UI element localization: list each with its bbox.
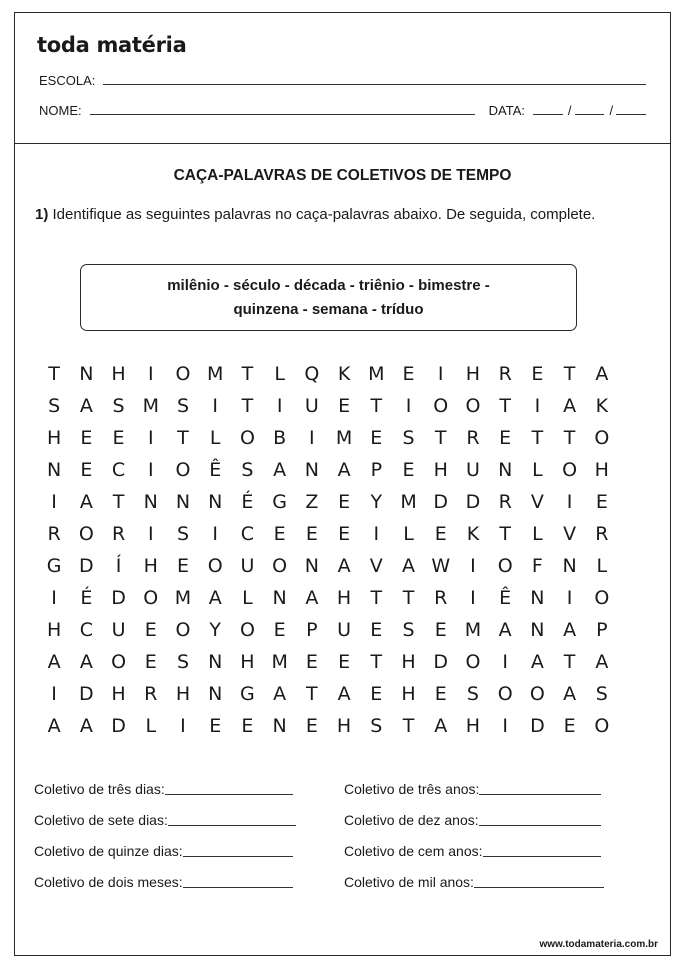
grid-letter[interactable]: A (337, 555, 351, 577)
grid-letter[interactable]: O (465, 651, 481, 673)
grid-letter[interactable]: T (499, 395, 511, 417)
grid-letter[interactable]: T (112, 491, 125, 513)
grid-letter[interactable]: G (272, 491, 287, 513)
grid-letter[interactable]: E (80, 427, 93, 449)
grid-letter[interactable]: E (434, 619, 447, 641)
grid-letter[interactable]: E (595, 491, 608, 513)
grid-letter[interactable]: D (433, 651, 449, 673)
grid-row (38, 614, 618, 646)
grid-letter[interactable]: O (497, 683, 513, 705)
grid-letter[interactable]: S (466, 683, 479, 705)
grid-letter[interactable]: T (499, 523, 511, 545)
grid-letter[interactable]: W (431, 555, 451, 577)
grid-letter[interactable]: U (465, 459, 480, 481)
page-title: CAÇA-PALAVRAS DE COLETIVOS DE TEMPO (173, 167, 512, 184)
data-label: DATA: (488, 103, 525, 118)
grid-letter[interactable]: E (402, 459, 415, 481)
question-item (344, 843, 601, 859)
grid-letter[interactable]: P (306, 619, 318, 641)
grid-row (38, 454, 618, 486)
grid-letter[interactable]: O (594, 715, 610, 737)
grid-letter[interactable]: D (530, 715, 545, 737)
grid-letter[interactable]: A (208, 587, 222, 609)
grid-letter[interactable]: E (338, 395, 351, 417)
grid-letter[interactable]: A (79, 491, 93, 513)
question-label: Coletivo de sete dias: (34, 812, 168, 828)
grid-letter[interactable]: I (212, 395, 218, 417)
grid-letter[interactable]: S (241, 459, 254, 481)
grid-letter[interactable]: E (338, 491, 351, 513)
grid-letter[interactable]: H (433, 459, 448, 481)
grid-letter[interactable]: I (534, 395, 541, 417)
grid-row (38, 678, 618, 710)
grid-letter[interactable]: I (51, 491, 57, 513)
grid-letter[interactable]: O (433, 395, 449, 417)
grid-letter[interactable]: É (241, 491, 254, 513)
grid-letter[interactable]: E (144, 619, 157, 641)
grid-letter[interactable]: E (531, 363, 544, 385)
grid-letter[interactable]: H (401, 683, 416, 705)
question-label: Coletivo de dois meses: (34, 874, 183, 890)
grid-row (38, 390, 618, 422)
grid-letter[interactable]: O (529, 683, 545, 705)
grid-letter[interactable]: N (79, 363, 94, 385)
grid-letter[interactable]: A (498, 619, 512, 641)
grid-letter[interactable]: I (147, 523, 154, 545)
grid-letter[interactable]: O (239, 427, 255, 449)
grid-letter[interactable]: Ê (499, 587, 512, 609)
grid-letter[interactable]: I (212, 523, 218, 545)
grid-letter[interactable]: Í (115, 555, 122, 577)
grid-letter[interactable]: E (499, 427, 512, 449)
grid-letter[interactable]: N (175, 491, 191, 513)
grid-letter[interactable]: M (335, 427, 353, 449)
grid-letter[interactable]: E (176, 555, 189, 577)
escola-row (39, 73, 646, 88)
grid-letter[interactable]: A (595, 651, 609, 673)
escola-label: ESCOLA: (39, 73, 96, 88)
grid-letter[interactable]: E (80, 459, 93, 481)
grid-letter[interactable]: T (241, 363, 254, 385)
grid-letter[interactable]: A (79, 651, 93, 673)
grid-letter[interactable]: A (305, 587, 319, 609)
grid-letter[interactable]: H (175, 683, 191, 705)
grid-letter[interactable]: V (563, 523, 577, 545)
grid-letter[interactable]: A (337, 459, 351, 481)
grid-letter[interactable]: I (566, 491, 573, 513)
grid-letter[interactable]: R (434, 587, 448, 609)
grid-letter[interactable]: E (273, 619, 286, 641)
brand-logo: toda matéria (37, 33, 187, 57)
grid-letter[interactable]: V (369, 555, 383, 577)
grid-letter[interactable]: E (370, 683, 383, 705)
worksheet-header (15, 13, 670, 144)
answer-field[interactable] (479, 824, 601, 826)
grid-row (38, 582, 618, 614)
question-label: Coletivo de dez anos: (344, 812, 479, 828)
grid-letter[interactable]: D (79, 683, 94, 705)
grid-letter[interactable]: R (498, 491, 512, 513)
grid-letter[interactable]: S (112, 395, 125, 417)
grid-letter[interactable]: O (272, 555, 288, 577)
grid-letter[interactable]: S (402, 619, 415, 641)
grid-letter[interactable]: A (434, 715, 448, 737)
grid-letter[interactable]: K (466, 523, 480, 545)
grid-letter[interactable]: O (562, 459, 578, 481)
grid-letter[interactable]: U (337, 619, 352, 641)
grid-letter[interactable]: A (530, 651, 544, 673)
grid-letter[interactable]: O (175, 459, 191, 481)
grid-letter[interactable]: E (370, 619, 383, 641)
grid-letter[interactable]: I (470, 555, 476, 577)
nome-label: NOME: (39, 103, 82, 118)
grid-letter[interactable]: R (466, 427, 480, 449)
grid-letter[interactable]: C (240, 523, 255, 545)
grid-letter[interactable]: N (47, 459, 62, 481)
question-item (344, 781, 601, 797)
grid-letter[interactable]: G (240, 683, 255, 705)
grid-letter[interactable]: E (370, 427, 383, 449)
grid-letter[interactable]: E (112, 427, 125, 449)
grid-letter[interactable]: D (465, 491, 481, 513)
answer-field[interactable] (479, 793, 601, 795)
grid-letter[interactable]: I (51, 683, 57, 705)
grid-letter[interactable]: M (271, 651, 288, 673)
grid-letter[interactable]: E (338, 523, 351, 545)
grid-letter[interactable]: M (464, 619, 482, 641)
grid-letter[interactable]: T (241, 395, 254, 417)
grid-letter[interactable]: E (305, 715, 318, 737)
grid-letter[interactable]: N (498, 459, 513, 481)
grid-letter[interactable]: O (497, 555, 513, 577)
grid-letter[interactable]: K (595, 395, 609, 417)
grid-letter[interactable]: T (434, 427, 447, 449)
grid-letter[interactable]: K (337, 363, 351, 385)
grid-letter[interactable]: Q (304, 363, 320, 385)
grid-letter[interactable]: I (405, 395, 412, 417)
grid-letter[interactable]: O (594, 427, 610, 449)
question-item (34, 781, 293, 797)
grid-letter[interactable]: M (400, 491, 417, 513)
grid-letter[interactable]: H (46, 427, 62, 449)
grid-letter[interactable]: T (563, 651, 576, 673)
grid-letter[interactable]: I (470, 587, 476, 609)
answer-field[interactable] (483, 855, 601, 857)
website-footer: www.todamateria.com.br (539, 939, 658, 950)
grid-letter[interactable]: O (239, 619, 255, 641)
grid-letter[interactable]: H (465, 363, 481, 385)
grid-letter[interactable]: T (370, 395, 383, 417)
grid-letter[interactable]: D (79, 555, 94, 577)
grid-letter[interactable]: I (437, 363, 444, 385)
grid-letter[interactable]: E (434, 523, 447, 545)
grid-letter[interactable]: E (338, 651, 351, 673)
grid-letter[interactable]: L (532, 523, 543, 545)
answer-field[interactable] (183, 886, 293, 888)
date-year-field[interactable] (616, 113, 646, 115)
question-item (34, 843, 293, 859)
grid-letter[interactable]: R (144, 683, 158, 705)
grid-letter[interactable]: Ê (209, 459, 222, 481)
grid-letter[interactable]: A (563, 395, 577, 417)
grid-letter[interactable]: N (562, 555, 577, 577)
grid-letter[interactable]: R (47, 523, 61, 545)
escola-field[interactable] (103, 83, 646, 85)
grid-letter[interactable]: E (241, 715, 254, 737)
grid-letter[interactable]: A (337, 683, 351, 705)
date-month-field[interactable] (575, 113, 605, 115)
grid-letter[interactable]: L (274, 363, 285, 385)
question-label: Coletivo de mil anos: (344, 874, 474, 890)
grid-letter[interactable]: E (144, 651, 157, 673)
grid-letter[interactable]: E (563, 715, 576, 737)
grid-letter[interactable]: T (370, 651, 383, 673)
grid-letter[interactable]: O (207, 555, 223, 577)
word-list-line: quinzena - semana - tríduo (233, 301, 424, 318)
grid-letter[interactable]: O (143, 587, 159, 609)
grid-letter[interactable]: S (176, 523, 190, 545)
grid-row (38, 646, 618, 678)
grid-letter[interactable]: A (595, 363, 609, 385)
grid-letter[interactable]: H (336, 587, 352, 609)
grid-letter[interactable]: E (209, 715, 222, 737)
grid-letter[interactable]: N (143, 491, 158, 513)
grid-letter[interactable]: H (111, 683, 126, 705)
grid-letter[interactable]: E (434, 683, 447, 705)
grid-letter[interactable]: M (368, 363, 385, 385)
grid-letter[interactable]: O (594, 587, 610, 609)
grid-letter[interactable]: T (531, 427, 544, 449)
grid-letter[interactable]: I (373, 523, 380, 545)
grid-letter[interactable]: R (111, 523, 126, 545)
grid-letter[interactable]: E (305, 523, 318, 545)
grid-row (38, 358, 618, 390)
nome-field[interactable] (90, 113, 475, 115)
nome-row (39, 103, 646, 118)
grid-letter[interactable]: O (465, 395, 481, 417)
grid-letter[interactable]: M (142, 395, 159, 417)
grid-letter[interactable]: N (304, 459, 319, 481)
answer-field[interactable] (474, 886, 604, 888)
grid-letter[interactable]: N (530, 619, 545, 641)
question-item (344, 874, 604, 890)
grid-letter[interactable]: P (370, 459, 383, 481)
grid-letter[interactable]: R (595, 523, 609, 545)
grid-letter[interactable]: A (79, 395, 93, 417)
grid-letter[interactable]: L (403, 523, 414, 545)
grid-letter[interactable]: H (111, 363, 126, 385)
grid-letter[interactable]: S (48, 395, 61, 417)
grid-letter[interactable]: Y (370, 491, 383, 513)
grid-letter[interactable]: T (48, 363, 60, 385)
question-label: Coletivo de cem anos: (344, 843, 483, 859)
grid-letter[interactable]: T (563, 363, 576, 385)
grid-letter[interactable]: U (304, 395, 319, 417)
grid-letter[interactable]: T (370, 587, 383, 609)
grid-letter[interactable]: H (594, 459, 609, 481)
grid-letter[interactable]: I (147, 363, 154, 385)
grid-letter[interactable]: I (51, 587, 57, 609)
grid-letter[interactable]: S (176, 395, 190, 417)
grid-letter[interactable]: N (208, 491, 223, 513)
grid-letter[interactable]: E (305, 651, 318, 673)
grid-letter[interactable]: A (47, 651, 61, 673)
grid-letter[interactable]: S (595, 683, 608, 705)
grid-letter[interactable]: I (502, 651, 508, 673)
question-item (344, 812, 601, 828)
grid-letter[interactable]: I (147, 459, 154, 481)
question-label: Coletivo de três dias: (34, 781, 165, 797)
grid-letter[interactable]: R (498, 363, 512, 385)
grid-letter[interactable]: I (180, 715, 186, 737)
grid-letter[interactable]: H (401, 651, 416, 673)
grid-letter[interactable]: H (465, 715, 481, 737)
grid-letter[interactable]: S (176, 651, 190, 673)
grid-letter[interactable]: F (531, 555, 543, 577)
grid-letter[interactable]: O (78, 523, 94, 545)
grid-letter[interactable]: L (242, 587, 253, 609)
grid-letter[interactable]: H (46, 619, 62, 641)
grid-letter[interactable]: A (47, 715, 61, 737)
grid-row (38, 486, 618, 518)
grid-letter[interactable]: O (175, 619, 191, 641)
instruction-number: 1) (35, 206, 49, 223)
grid-letter[interactable]: U (240, 555, 255, 577)
grid-letter[interactable]: N (272, 587, 287, 609)
grid-row (38, 550, 618, 582)
grid-letter[interactable]: C (111, 459, 126, 481)
grid-letter[interactable]: L (596, 555, 608, 577)
word-list-line: milênio - século - década - triênio - bimestre - (167, 277, 490, 294)
grid-letter[interactable]: I (147, 427, 154, 449)
grid-letter[interactable]: O (175, 363, 191, 385)
answer-field[interactable] (168, 824, 296, 826)
date-separator: / (609, 103, 614, 118)
grid-letter[interactable]: D (111, 587, 126, 609)
grid-letter[interactable]: Z (305, 491, 319, 513)
grid-letter[interactable]: T (402, 715, 415, 737)
grid-letter[interactable]: S (370, 715, 383, 737)
grid-letter[interactable]: N (530, 587, 545, 609)
grid-letter[interactable]: T (402, 587, 415, 609)
grid-letter[interactable]: N (208, 651, 223, 673)
grid-letter[interactable]: S (402, 427, 415, 449)
grid-letter[interactable]: I (502, 715, 508, 737)
grid-row (38, 710, 618, 742)
grid-letter[interactable]: A (563, 683, 577, 705)
instruction-text: Identifique as seguintes palavras no caça-palavras abaixo. De seguida, complete. (52, 206, 596, 223)
grid-letter[interactable]: L (145, 715, 157, 737)
grid-letter[interactable]: D (111, 715, 126, 737)
grid-letter[interactable]: H (336, 715, 352, 737)
question-label: Coletivo de quinze dias: (34, 843, 183, 859)
grid-letter[interactable]: Y (209, 619, 221, 641)
grid-letter[interactable]: N (304, 555, 319, 577)
grid-letter[interactable]: G (46, 555, 62, 577)
grid-letter[interactable]: A (402, 555, 416, 577)
question-item (34, 874, 293, 890)
grid-letter[interactable]: A (79, 715, 93, 737)
grid-letter[interactable]: D (433, 491, 449, 513)
grid-letter[interactable]: T (306, 683, 318, 705)
grid-letter[interactable]: P (596, 619, 608, 641)
instruction (35, 203, 635, 227)
grid-letter[interactable]: L (209, 427, 221, 449)
grid-letter[interactable]: T (177, 427, 189, 449)
grid-letter[interactable]: B (273, 427, 287, 449)
date-day-field[interactable] (533, 113, 563, 115)
grid-letter[interactable]: N (208, 683, 223, 705)
grid-letter[interactable]: M (207, 363, 224, 385)
grid-letter[interactable]: V (530, 491, 544, 513)
grid-letter[interactable]: E (402, 363, 415, 385)
grid-letter[interactable]: N (272, 715, 287, 737)
grid-letter[interactable]: E (273, 523, 286, 545)
grid-row (38, 422, 618, 454)
word-list-box (80, 264, 577, 331)
grid-letter[interactable]: M (174, 587, 192, 609)
grid-letter[interactable]: I (276, 395, 283, 417)
answer-field[interactable] (165, 793, 293, 795)
grid-letter[interactable]: H (240, 651, 255, 673)
question-label: Coletivo de três anos: (344, 781, 480, 797)
grid-letter[interactable]: A (273, 459, 287, 481)
answer-field[interactable] (183, 855, 293, 857)
grid-letter[interactable]: H (143, 555, 158, 577)
grid-row (38, 518, 618, 550)
date-separator: / (567, 103, 572, 118)
grid-letter[interactable]: É (80, 587, 93, 609)
question-item (34, 812, 296, 828)
grid-letter[interactable]: A (273, 683, 287, 705)
grid-letter[interactable]: C (79, 619, 93, 641)
word-search-grid (38, 358, 618, 742)
grid-letter[interactable]: T (563, 427, 576, 449)
grid-letter[interactable]: O (111, 651, 127, 673)
grid-letter[interactable]: U (111, 619, 126, 641)
grid-letter[interactable]: I (309, 427, 315, 449)
grid-letter[interactable]: L (532, 459, 543, 481)
grid-letter[interactable]: A (563, 619, 577, 641)
grid-letter[interactable]: I (566, 587, 573, 609)
